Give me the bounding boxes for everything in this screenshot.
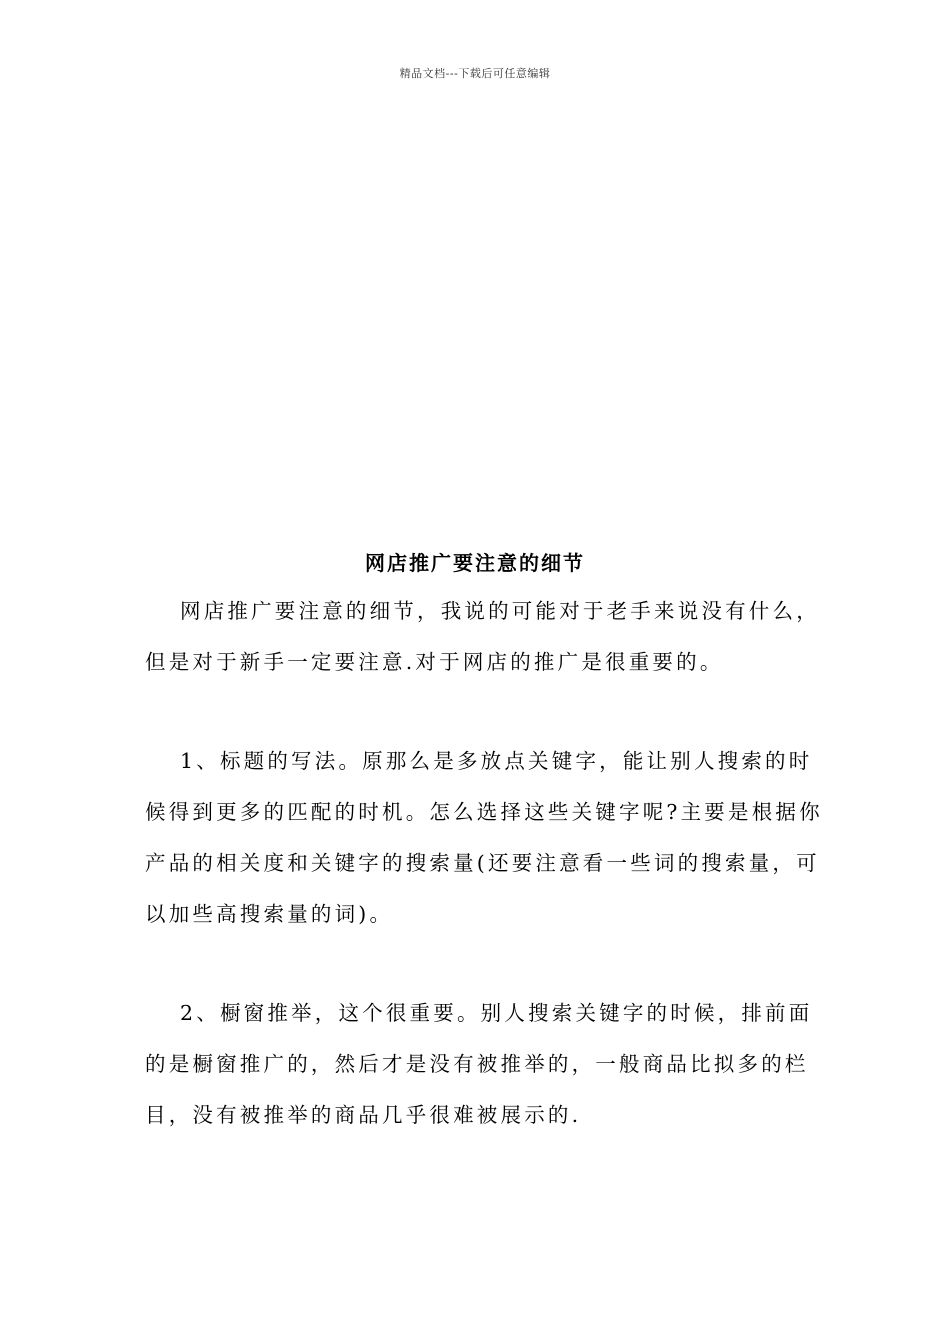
paragraph-showcase-recommendation: 2、橱窗推举，这个很重要。别人搜索关键字的时候，排前面的是橱窗推广的，然后才是没有被推举的，一般商品比拟多的栏目，没有被推举的商品几乎很难被展示的. bbox=[145, 1001, 813, 1127]
document-title: 网店推广要注意的细节 bbox=[365, 551, 585, 575]
page-header: 精品文档---下载后可任意编辑 bbox=[399, 67, 551, 80]
paragraph-intro: 网店推广要注意的细节，我说的可能对于老手来说没有什么，但是对于新手一定要注意.对于网店的推广是很重要的。 bbox=[145, 599, 820, 674]
paragraph-title-writing: 1、标题的写法。原那么是多放点关键字，能让别人搜索的时候得到更多的匹配的时机。怎么选择这些关键字呢?主要是根据你产品的相关度和关键字的搜索量(还要注意看一些词的搜索量，可以加些高搜索量的词)。 bbox=[145, 749, 823, 926]
